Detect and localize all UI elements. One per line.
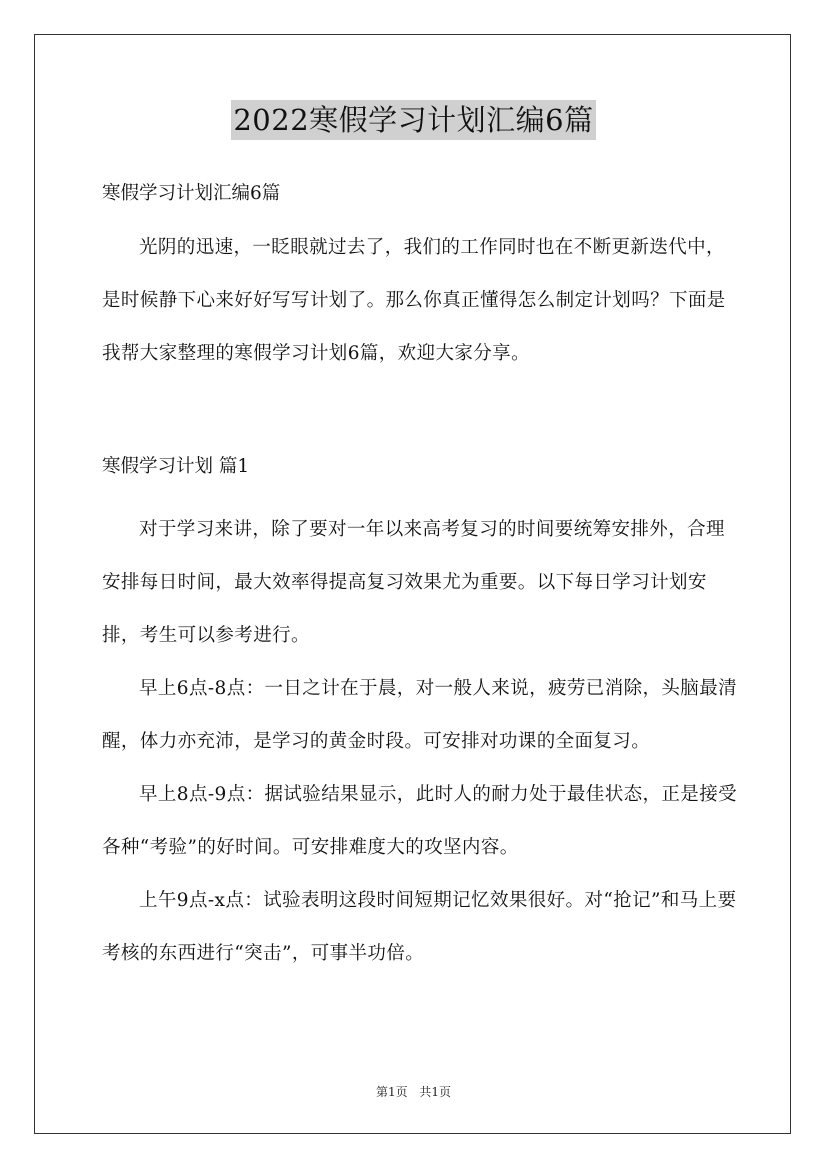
title-container [0, 100, 827, 140]
page-number: 第1页 [375, 1085, 408, 1099]
body-paragraph: 上午9点-x点：试验表明这段时间短期记忆效果很好。对“抢记”和马上要考核的东西进行“突击”，可事半功倍。 [102, 890, 737, 964]
document-body [102, 175, 742, 980]
document-title: 2022寒假学习计划汇编6篇 [231, 100, 595, 140]
page-footer [0, 1083, 827, 1100]
body-paragraph: 早上6点-8点：一日之计在于晨，对一般人来说，疲劳已消除，头脑最清醒，体力亦充沛，是学习的黄金时段。可安排对功课的全面复习。 [102, 678, 737, 752]
section-gap [102, 380, 742, 448]
spacer [102, 213, 742, 221]
body-paragraph: 对于学习来讲，除了要对一年以来高考复习的时间要统筹安排外，合理安排每日时间，最大效率得提高复习效果尤为重要。以下每日学习计划安排，考生可以参考进行。 [102, 519, 725, 646]
intro-paragraph: 光阴的迅速，一眨眼就过去了，我们的工作同时也在不断更新迭代中，是时候静下心来好好写写计划了。那么你真正懂得怎么制定计划吗？下面是我帮大家整理的寒假学习计划6篇，欢迎大家分享。 [102, 237, 726, 364]
section-heading: 寒假学习计划 篇1 [102, 456, 250, 477]
body-paragraph: 早上8点-9点：据试验结果显示，此时人的耐力处于最佳状态，正是接受各种“考验”的好时间。可安排难度大的攻坚内容。 [102, 784, 737, 858]
document-subtitle: 寒假学习计划汇编6篇 [102, 183, 281, 204]
page-total: 共1页 [419, 1085, 452, 1099]
spacer [102, 486, 742, 503]
